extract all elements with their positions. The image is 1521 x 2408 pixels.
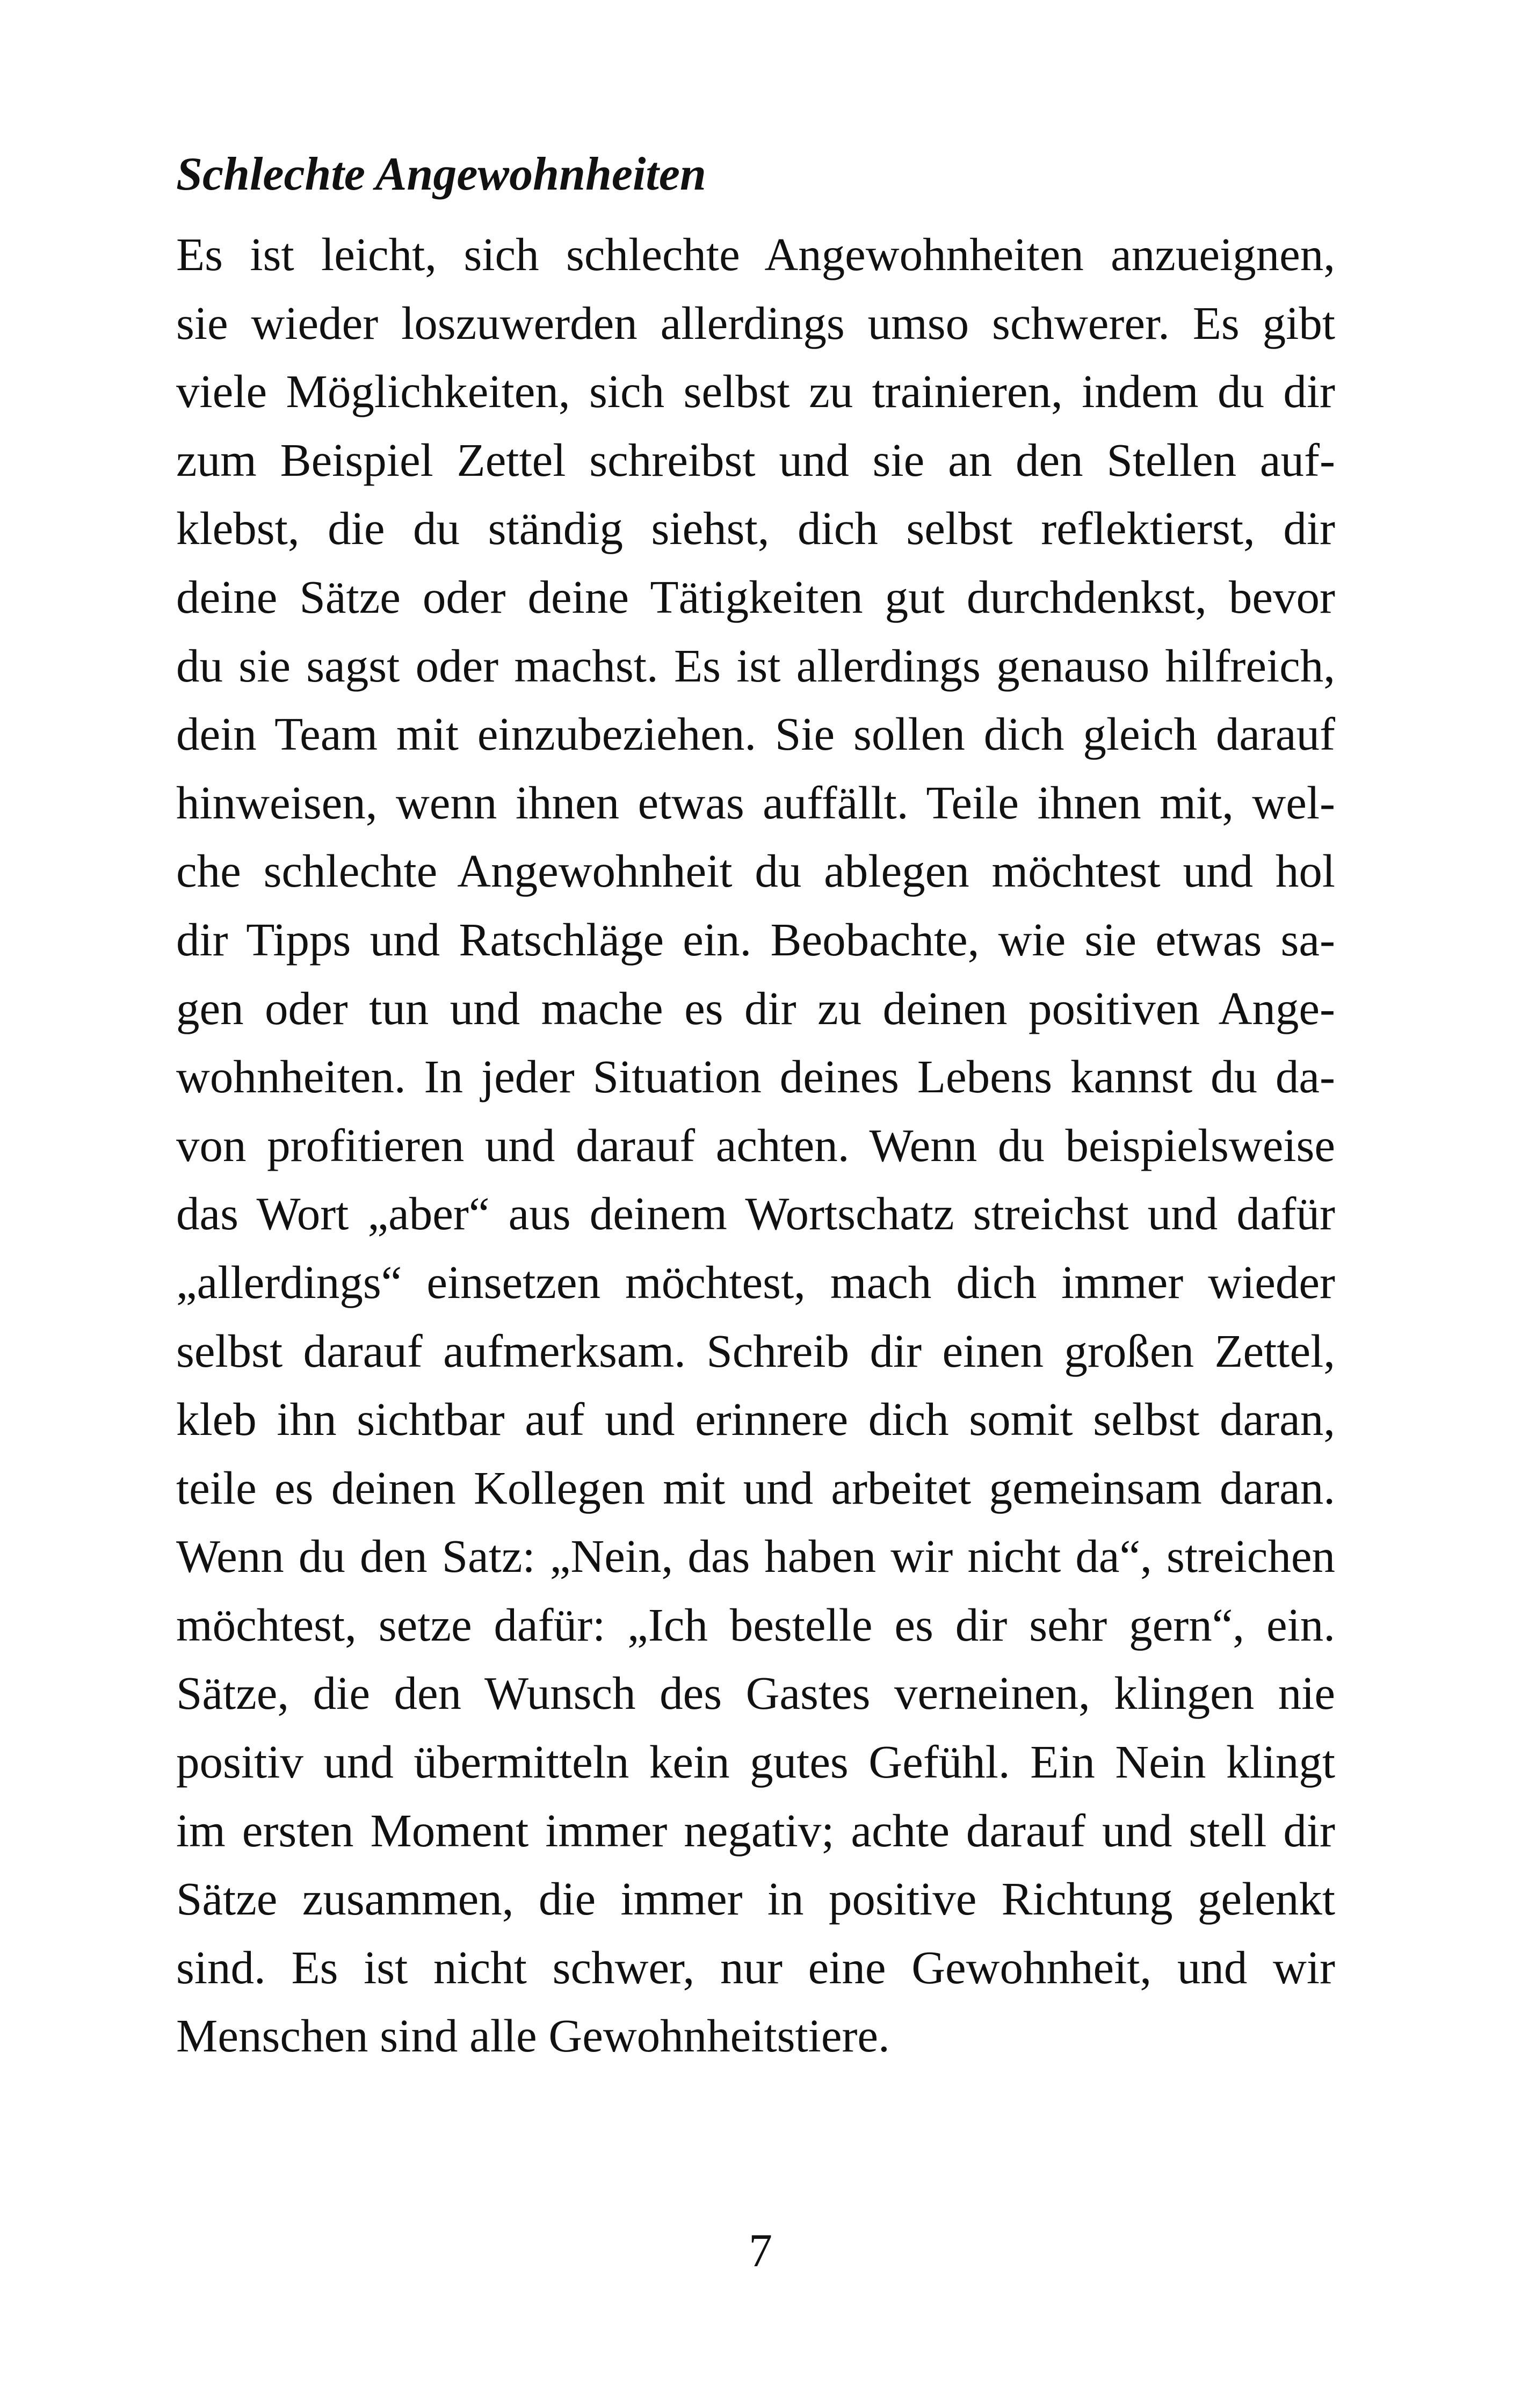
text-line: sind. Es ist nicht schwer, nur eine Gewohnheit, und wir bbox=[176, 1941, 1335, 1993]
text-line: kleb ihn sichtbar auf und erinnere dich somit selbst daran, bbox=[176, 1393, 1335, 1446]
text-line: im ersten Moment immer negativ; achte darauf und stell dir bbox=[176, 1804, 1335, 1856]
text-line: von profitieren und darauf achten. Wenn du beispielsweise bbox=[176, 1119, 1335, 1171]
text-line: che schlechte Angewohnheit du ablegen möchtest und hol bbox=[176, 845, 1335, 897]
text-line: wohnheiten. In jeder Situation deines Lebens kannst du da- bbox=[176, 1050, 1335, 1103]
text-line: das Wort „aber“ aus deinem Wortschatz streichst und dafür bbox=[176, 1187, 1335, 1240]
section-heading: Schlechte Angewohnheiten bbox=[176, 148, 706, 200]
text-line: Es ist leicht, sich schlechte Angewohnheiten anzueignen, bbox=[176, 228, 1335, 280]
text-line: positiv und übermitteln kein gutes Gefühl. Ein Nein klingt bbox=[176, 1736, 1335, 1788]
text-line: Sätze zusammen, die immer in positive Richtung gelenkt bbox=[176, 1873, 1335, 1925]
text-line: viele Möglichkeiten, sich selbst zu trainieren, indem du dir bbox=[176, 365, 1335, 418]
text-line: dein Team mit einzubeziehen. Sie sollen dich gleich darauf bbox=[176, 708, 1335, 760]
text-line: Sätze, die den Wunsch des Gastes verneinen, klingen nie bbox=[176, 1667, 1335, 1720]
text-line: klebst, die du ständig siehst, dich selbst reflektierst, dir bbox=[176, 502, 1335, 555]
text-line: du sie sagst oder machst. Es ist allerdings genauso hilfreich, bbox=[176, 639, 1335, 692]
text-line: hinweisen, wenn ihnen etwas auffällt. Teile ihnen mit, wel- bbox=[176, 776, 1335, 829]
text-line: möchtest, setze dafür: „Ich bestelle es dir sehr gern“, ein. bbox=[176, 1598, 1335, 1651]
text-line-last: Menschen sind alle Gewohnheitstiere. bbox=[176, 2010, 890, 2062]
text-line: „allerdings“ einsetzen möchtest, mach dich immer wieder bbox=[176, 1256, 1335, 1308]
text-line: teile es deinen Kollegen mit und arbeitet gemeinsam daran. bbox=[176, 1461, 1335, 1514]
page-number: 7 bbox=[749, 2225, 772, 2277]
text-line: dir Tipps und Ratschläge ein. Beobachte, wie sie etwas sa- bbox=[176, 913, 1335, 966]
text-line: gen oder tun und mache es dir zu deinen positiven Ange- bbox=[176, 982, 1335, 1034]
text-line: Wenn du den Satz: „Nein, das haben wir nicht da“, streichen bbox=[176, 1530, 1335, 1583]
body-paragraph bbox=[176, 220, 1335, 2070]
text-line: zum Beispiel Zettel schreibst und sie an den Stellen auf- bbox=[176, 433, 1335, 486]
text-line: sie wieder loszuwerden allerdings umso schwerer. Es gibt bbox=[176, 296, 1335, 349]
text-line: deine Sätze oder deine Tätigkeiten gut durchdenkst, bevor bbox=[176, 570, 1335, 623]
text-line: selbst darauf aufmerksam. Schreib dir einen großen Zettel, bbox=[176, 1324, 1335, 1377]
